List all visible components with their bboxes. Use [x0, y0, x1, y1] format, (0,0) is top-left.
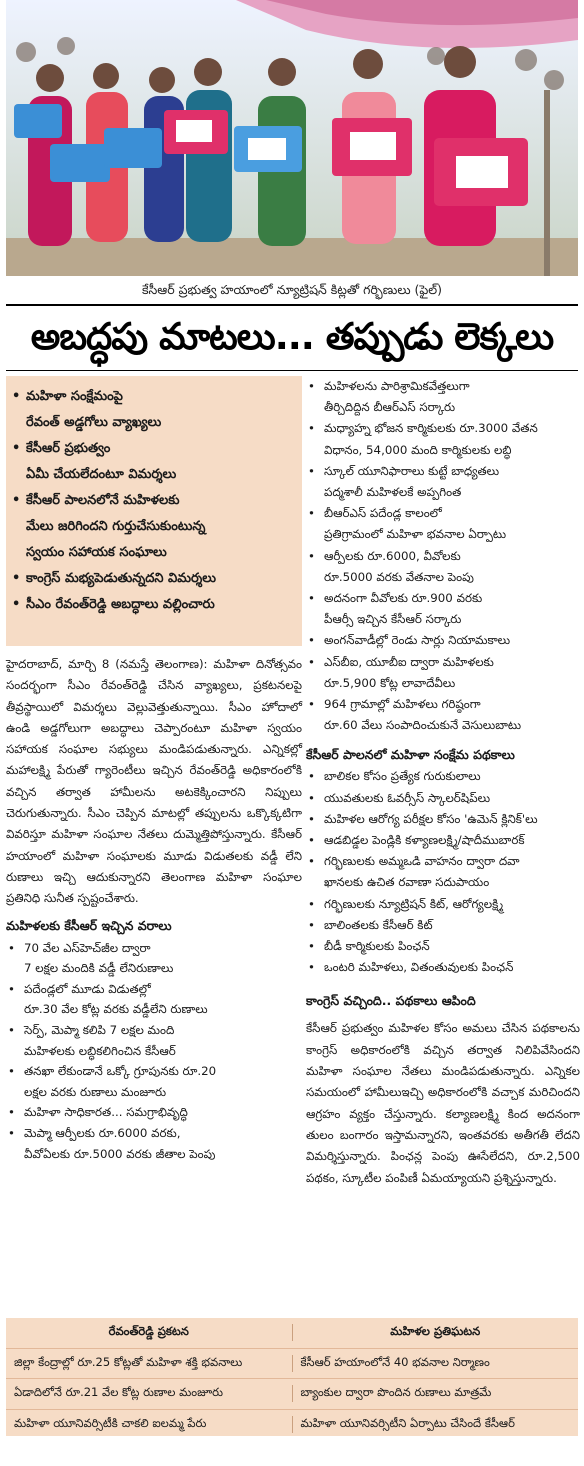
bullet-icon: •	[12, 571, 21, 586]
highlight-item	[12, 462, 296, 488]
bullet-icon: •	[308, 463, 315, 478]
highlight-item	[12, 540, 296, 566]
scheme-item	[306, 936, 580, 957]
highlights-box	[6, 376, 302, 646]
comparison-head-left: రేవంత్‌రెడ్డి ప్రకటన	[6, 1324, 293, 1341]
bullet-icon	[306, 609, 324, 630]
bullet-icon	[306, 524, 324, 545]
list-item	[306, 567, 580, 588]
list-item	[306, 482, 580, 503]
bullet-icon	[306, 872, 324, 893]
scheme-item	[306, 872, 580, 893]
bullet-icon	[12, 410, 26, 436]
bullet-icon	[306, 567, 324, 588]
bullet-icon: •	[308, 421, 315, 436]
bullet-icon: •	[308, 960, 315, 975]
bullet-icon: •	[308, 917, 315, 932]
highlight-item	[12, 436, 296, 462]
bullet-icon	[6, 999, 24, 1020]
list-item-text: మధ్యాహ్న భోజన కార్మికులకు రూ.3000 వేతన	[324, 421, 538, 436]
list-item	[306, 440, 580, 461]
bullet-icon	[6, 1144, 24, 1165]
list-item	[6, 1082, 302, 1103]
list-item-text: అంగన్‌వాడీల్లో రెండు సార్లు నియామకాలు	[324, 633, 511, 648]
list-item	[306, 503, 580, 524]
list-item-text: లక్షల వరకు రుణాలు మంజూరు	[24, 1084, 167, 1099]
comparison-response: బ్యాంకుల ద్వారా పొందిన రుణాలు మాత్రమే	[300, 1385, 492, 1400]
scheme-text: ఖానలకు ఉచిత రవాణా సదుపాయం	[324, 875, 490, 890]
highlight-item	[12, 592, 296, 618]
bullet-icon: •	[8, 1105, 15, 1120]
scheme-text: మహిళల ఆరోగ్య పరీక్షల కోసం 'ఉమెన్ క్లినిక్'లు	[324, 811, 538, 826]
list-item-text: తీర్చిదిద్దిన బీఆర్‌ఎస్ సర్కారు	[324, 400, 456, 415]
bullet-icon: •	[12, 441, 21, 456]
scheme-text: బాలికల కోసం ప్రత్యేక గురుకులాలు	[324, 769, 481, 784]
bullet-icon: •	[308, 379, 315, 393]
bullet-icon: •	[308, 633, 315, 648]
left-column	[6, 376, 302, 1164]
bullet-icon	[6, 958, 24, 979]
list-item	[306, 694, 580, 715]
list-item	[6, 1144, 302, 1165]
bullet-icon	[306, 397, 324, 418]
bullet-icon: •	[12, 389, 21, 404]
photo-caption: కేసీఆర్ ప్రభుత్వ హయాంలో న్యూట్రిషన్ కిట్లతో గర్భిణులు (ఫైల్)	[141, 282, 443, 297]
highlight-item	[12, 410, 296, 436]
list-item-text: మహిళా సాధికారత... సమగ్రాభివృద్ధి	[24, 1105, 188, 1120]
list-item	[6, 999, 302, 1020]
list-item	[306, 524, 580, 545]
list-item	[6, 1123, 302, 1144]
list-item-text: 70 వేల ఎస్‌హెచ్‌జీల ద్వారా	[24, 940, 151, 955]
comparison-response: మహిళా యూనివర్సిటీని ఏర్పాటు చేసిందే కేసీఆర్	[300, 1415, 515, 1430]
lead-paragraph: హైదరాబాద్, మార్చి 8 (నమస్తే తెలంగాణ): మహిళా దినోత్సవం సందర్భంగా సీఎం రేవంత్‌రెడ్డి చేసిన వ్యాఖ్యలు, ప్రకటనలపై తీవ్రస్థాయిలో విమర్శలు వెల్లువెత్తుతున్నాయి. సీఎం హోదాలో ఉండి అడ్డగోలుగా అబద్ధాలు చెప్పారంటూ మహిళా స్వయం సహాయక సంఘాల సభ్యులు మండిపడుతున్నారు. ఎన్నికల్లో మహాలక్ష్మి పేరుతో గ్యారెంటీలు ఇచ్చిన రేవంత్‌రెడ్డి అధికారంలోకి వచ్చిన తర్వాత హామీలను అటకెక్కించారని నిప్పులు చెరుగుతున్నారు. సీఎం చెప్పిన మాటల్లో తప్పులను ఒక్కొక్కటిగా వివరిస్తూ మహిళా సంఘాల నేతలు దుమ్మెత్తిపోస్తున్నారు. కేసీఆర్ హయాంలో మహిళా సంఘాలకు మూడు విడుతలకు వడ్డీ లేని రుణాలు ఇచ్చి ఆదుకున్నారని తెలంగాణ మహిళా సంఘాల ప్రతినిధి సునీత స్పష్టంచేశారు.	[6, 657, 302, 906]
scheme-item	[306, 957, 580, 978]
list-item-text: పదేండ్లలో మూడు విడుతల్లో	[24, 981, 151, 996]
comparison-row	[6, 1379, 578, 1410]
bullet-icon: •	[8, 940, 15, 955]
scheme-text: ఆడబిడ్డల పెండ్లికి కళ్యాణలక్ష్మి/షాదీముబారక్	[324, 833, 525, 848]
list-item	[306, 461, 580, 482]
list-item-text: రూ.30 వేల కోట్ల వరకు వడ్డీలేని రుణాలు	[24, 1002, 208, 1017]
list-item-text: పద్మశాలీ మహిళలకే అప్పగింత	[324, 485, 462, 500]
list-item-text: పీఆర్సీ ఇచ్చిన కేసీఆర్ సర్కారు	[324, 612, 462, 627]
list-item	[6, 979, 302, 1000]
list-item	[306, 673, 580, 694]
comparison-header	[6, 1318, 578, 1349]
bullet-icon	[306, 440, 324, 461]
list-item-text: మహిళలను పారిశ్రామికవేత్తలుగా	[324, 379, 470, 393]
list-item-text: సెర్ప్, మెప్మా కలిపి 7 లక్షల మంది	[24, 1022, 175, 1037]
bullet-icon	[12, 514, 26, 540]
bullet-icon: •	[308, 697, 315, 712]
bullet-icon: •	[308, 811, 315, 826]
bullet-icon: •	[308, 854, 315, 869]
bullet-icon: •	[308, 506, 315, 521]
bullet-icon	[306, 715, 324, 736]
scheme-text: ఒంటరి మహిళలు, వితంతువులకు పింఛన్	[324, 960, 514, 975]
list-item	[306, 376, 580, 397]
list-item	[306, 397, 580, 418]
highlight-item	[12, 488, 296, 514]
scheme-item	[306, 766, 580, 787]
comparison-claim: ఏడాదిలోనే రూ.21 వేల కోట్ల రుణాల మంజూరు	[6, 1385, 293, 1402]
bullet-icon	[6, 1041, 24, 1062]
highlight-text: మహిళా సంక్షేమంపై	[26, 389, 123, 404]
comparison-row	[6, 1410, 578, 1440]
list-item	[306, 546, 580, 567]
list-item-text: బీఆర్‌ఎస్ పదేండ్ల కాలంలో	[324, 506, 442, 521]
list-item	[6, 958, 302, 979]
highlight-text: కాంగ్రెస్ మభ్యపెడుతున్నదని విమర్శలు	[26, 571, 216, 586]
scheme-text: బీడీ కార్మికులకు పింఛన్	[324, 939, 430, 954]
bullet-icon: •	[308, 591, 315, 606]
list-item-text: స్కూల్ యూనిఫారాలు కుట్టే బాధ్యతలు	[324, 463, 500, 478]
highlight-text: రేవంత్ అడ్డగోలు వ్యాఖ్యలు	[26, 415, 162, 430]
scheme-text: బాలింతలకు కేసీఆర్ కిట్	[324, 917, 433, 932]
comparison-row	[6, 1349, 578, 1380]
news-photo	[6, 0, 578, 276]
scheme-text: గర్భిణులకు న్యూట్రిషన్ కిట్, ఆరోగ్యలక్ష్మి	[324, 896, 504, 911]
list-item	[6, 1061, 302, 1082]
highlight-text: ఏమీ చేయలేదంటూ విమర్శలు	[26, 467, 177, 482]
comparison-response: కేసీఆర్ హయాంలోనే 40 భవనాల నిర్మాణం	[300, 1354, 490, 1369]
right-subhead-2: కాంగ్రెస్ వచ్చింది.. పథకాలు ఆపింది	[306, 993, 476, 1009]
list-item	[306, 715, 580, 736]
bullet-icon: •	[308, 939, 315, 954]
scheme-item	[306, 809, 580, 830]
list-item	[306, 418, 580, 439]
bullet-icon: •	[8, 1064, 15, 1079]
right-column	[306, 376, 580, 1189]
scheme-item	[306, 851, 580, 872]
comparison-claim: జిల్లా కేంద్రాల్లో రూ.25 కోట్లతో మహిళా శక్తి భవనాలు	[6, 1355, 293, 1372]
list-item-text: 964 గ్రామాల్లో మహిళలు గరిష్ఠంగా	[324, 697, 481, 712]
comparison-head-right: మహిళల ప్రతిఘటన	[390, 1324, 481, 1339]
highlight-text: కేసీఆర్ పాలనలోనే మహిళలకు	[26, 493, 180, 508]
list-item	[6, 938, 302, 959]
bullet-icon: •	[8, 1125, 15, 1140]
bullet-icon: •	[308, 654, 315, 669]
highlight-text: స్వయం సహాయక సంఘాలు	[26, 545, 167, 560]
bullet-icon: •	[12, 493, 21, 508]
list-item	[6, 1041, 302, 1062]
list-item	[306, 609, 580, 630]
scheme-item	[306, 830, 580, 851]
bullet-icon	[6, 1082, 24, 1103]
list-item-text: అదనంగా వీవోలకు రూ.900 వరకు	[324, 591, 483, 606]
bullet-icon: •	[8, 1022, 15, 1037]
list-item-text: మెప్మా ఆర్పీలకు రూ.6000 వరకు,	[24, 1125, 181, 1140]
list-item	[306, 588, 580, 609]
highlight-item	[12, 514, 296, 540]
list-item	[306, 652, 580, 673]
list-item	[306, 630, 580, 651]
list-item-text: 7 లక్షల మందికి వడ్డీ లేనిరుణాలు	[24, 961, 174, 976]
highlight-text: కేసీఆర్ ప్రభుత్వం	[26, 441, 111, 456]
list-item-text: రూ.5000 వరకు వేతనాల పెంపు	[324, 569, 474, 584]
highlight-item	[12, 566, 296, 592]
list-item-text: ఆర్పీలకు రూ.6000, వీవోలకు	[324, 548, 461, 563]
list-item	[6, 1102, 302, 1123]
list-item-text: విధానం, 54,000 మంది కార్మికులకు లబ్ధి	[324, 442, 512, 457]
list-item-text: రూ.60 వేలు సంపాదించుకునే వెసులుబాటు	[324, 718, 522, 733]
bullet-icon: •	[308, 548, 315, 563]
right-paragraph: కేసీఆర్ ప్రభుత్వం మహిళల కోసం అమలు చేసిన పథకాలను కాంగ్రెస్ అధికారంలోకి వచ్చిన తర్వాత నిలిపివేసిందని మహిళా సంఘాల నేతలు మండిపడుతున్నారు. ఎన్నికల సమయంలో హామీలుఇచ్చి అధికారంలోకి వచ్చాక మరిచిందని ఆగ్రహం వ్యక్తం చేస్తున్నారు. కల్యాణలక్ష్మి కింద అదనంగా తులం బంగారం ఇస్తామన్నారని, ఇంతవరకు అతీగతీ లేదని విమర్శిస్తున్నారు. పింఛన్ల పెంపు ఊసేలేదని, రూ.2,500 పథకం, స్కూటీల పంపిణీ ఏమయ్యాయని ప్రశ్నిస్తున్నారు.	[306, 1021, 580, 1185]
right-benefits-list	[306, 376, 580, 736]
right-subhead: కేసీఆర్ పాలనలో మహిళా సంక్షేమ పథకాలు	[306, 747, 515, 763]
list-item-text: వీవోఏలకు రూ.5000 వరకు జీతాల పెంపు	[24, 1146, 216, 1161]
scheme-text: గర్భిణులకు అమ్మఒడి వాహనం ద్వారా దవా	[324, 854, 520, 869]
scheme-item	[306, 894, 580, 915]
bullet-icon: •	[308, 896, 315, 911]
comparison-table	[6, 1318, 578, 1436]
comparison-claim: మహిళా యూనివర్సిటీకి చాకలి ఐలమ్మ పేరు	[6, 1416, 293, 1433]
bullet-icon: •	[308, 833, 315, 848]
bullet-icon	[12, 462, 26, 488]
bullet-icon	[12, 540, 26, 566]
bullet-icon: •	[8, 981, 15, 996]
highlight-text: మేలు జరిగిందని గుర్తుచేసుకుంటున్న	[26, 519, 206, 534]
bullet-icon	[306, 482, 324, 503]
list-item-text: ఎస్‌బీఐ, యూబీఐ ద్వారా మహిళలకు	[324, 654, 494, 669]
headline: అబద్ధపు మాటలు... తప్పుడు లెక్కలు	[30, 315, 554, 358]
bullet-icon: •	[308, 769, 315, 784]
rule-bottom	[6, 370, 578, 371]
list-item	[6, 1020, 302, 1041]
scheme-text: యువతులకు ఓవర్సీస్ స్కాలర్‌షిప్‌లు	[324, 790, 491, 805]
highlight-item	[12, 384, 296, 410]
photo-women-with-kits	[6, 0, 578, 276]
bullet-icon: •	[308, 790, 315, 805]
scheme-item	[306, 788, 580, 809]
bullet-icon: •	[12, 597, 21, 612]
highlight-text: సీఎం రేవంత్‌రెడ్డి అబద్ధాలు వల్లించారు	[26, 597, 215, 612]
left-benefits-list	[6, 938, 302, 1165]
list-item-text: రూ.5,900 కోట్ల లావాదేవీలు	[324, 675, 456, 690]
bullet-icon	[306, 673, 324, 694]
list-item-text: తనఖా లేకుండానే ఒక్కో గ్రూపునకు రూ.20	[24, 1064, 217, 1079]
list-item-text: మహిళలకు లబ్ధికలిగించిన కేసీఆర్	[24, 1043, 176, 1058]
list-item-text: ప్రతిగ్రామంలో మహిళా భవనాల ఏర్పాటు	[324, 527, 507, 542]
left-subhead: మహిళలకు కేసీఆర్ ఇచ్చిన వరాలు	[6, 917, 172, 933]
scheme-item	[306, 915, 580, 936]
schemes-list	[306, 766, 580, 978]
